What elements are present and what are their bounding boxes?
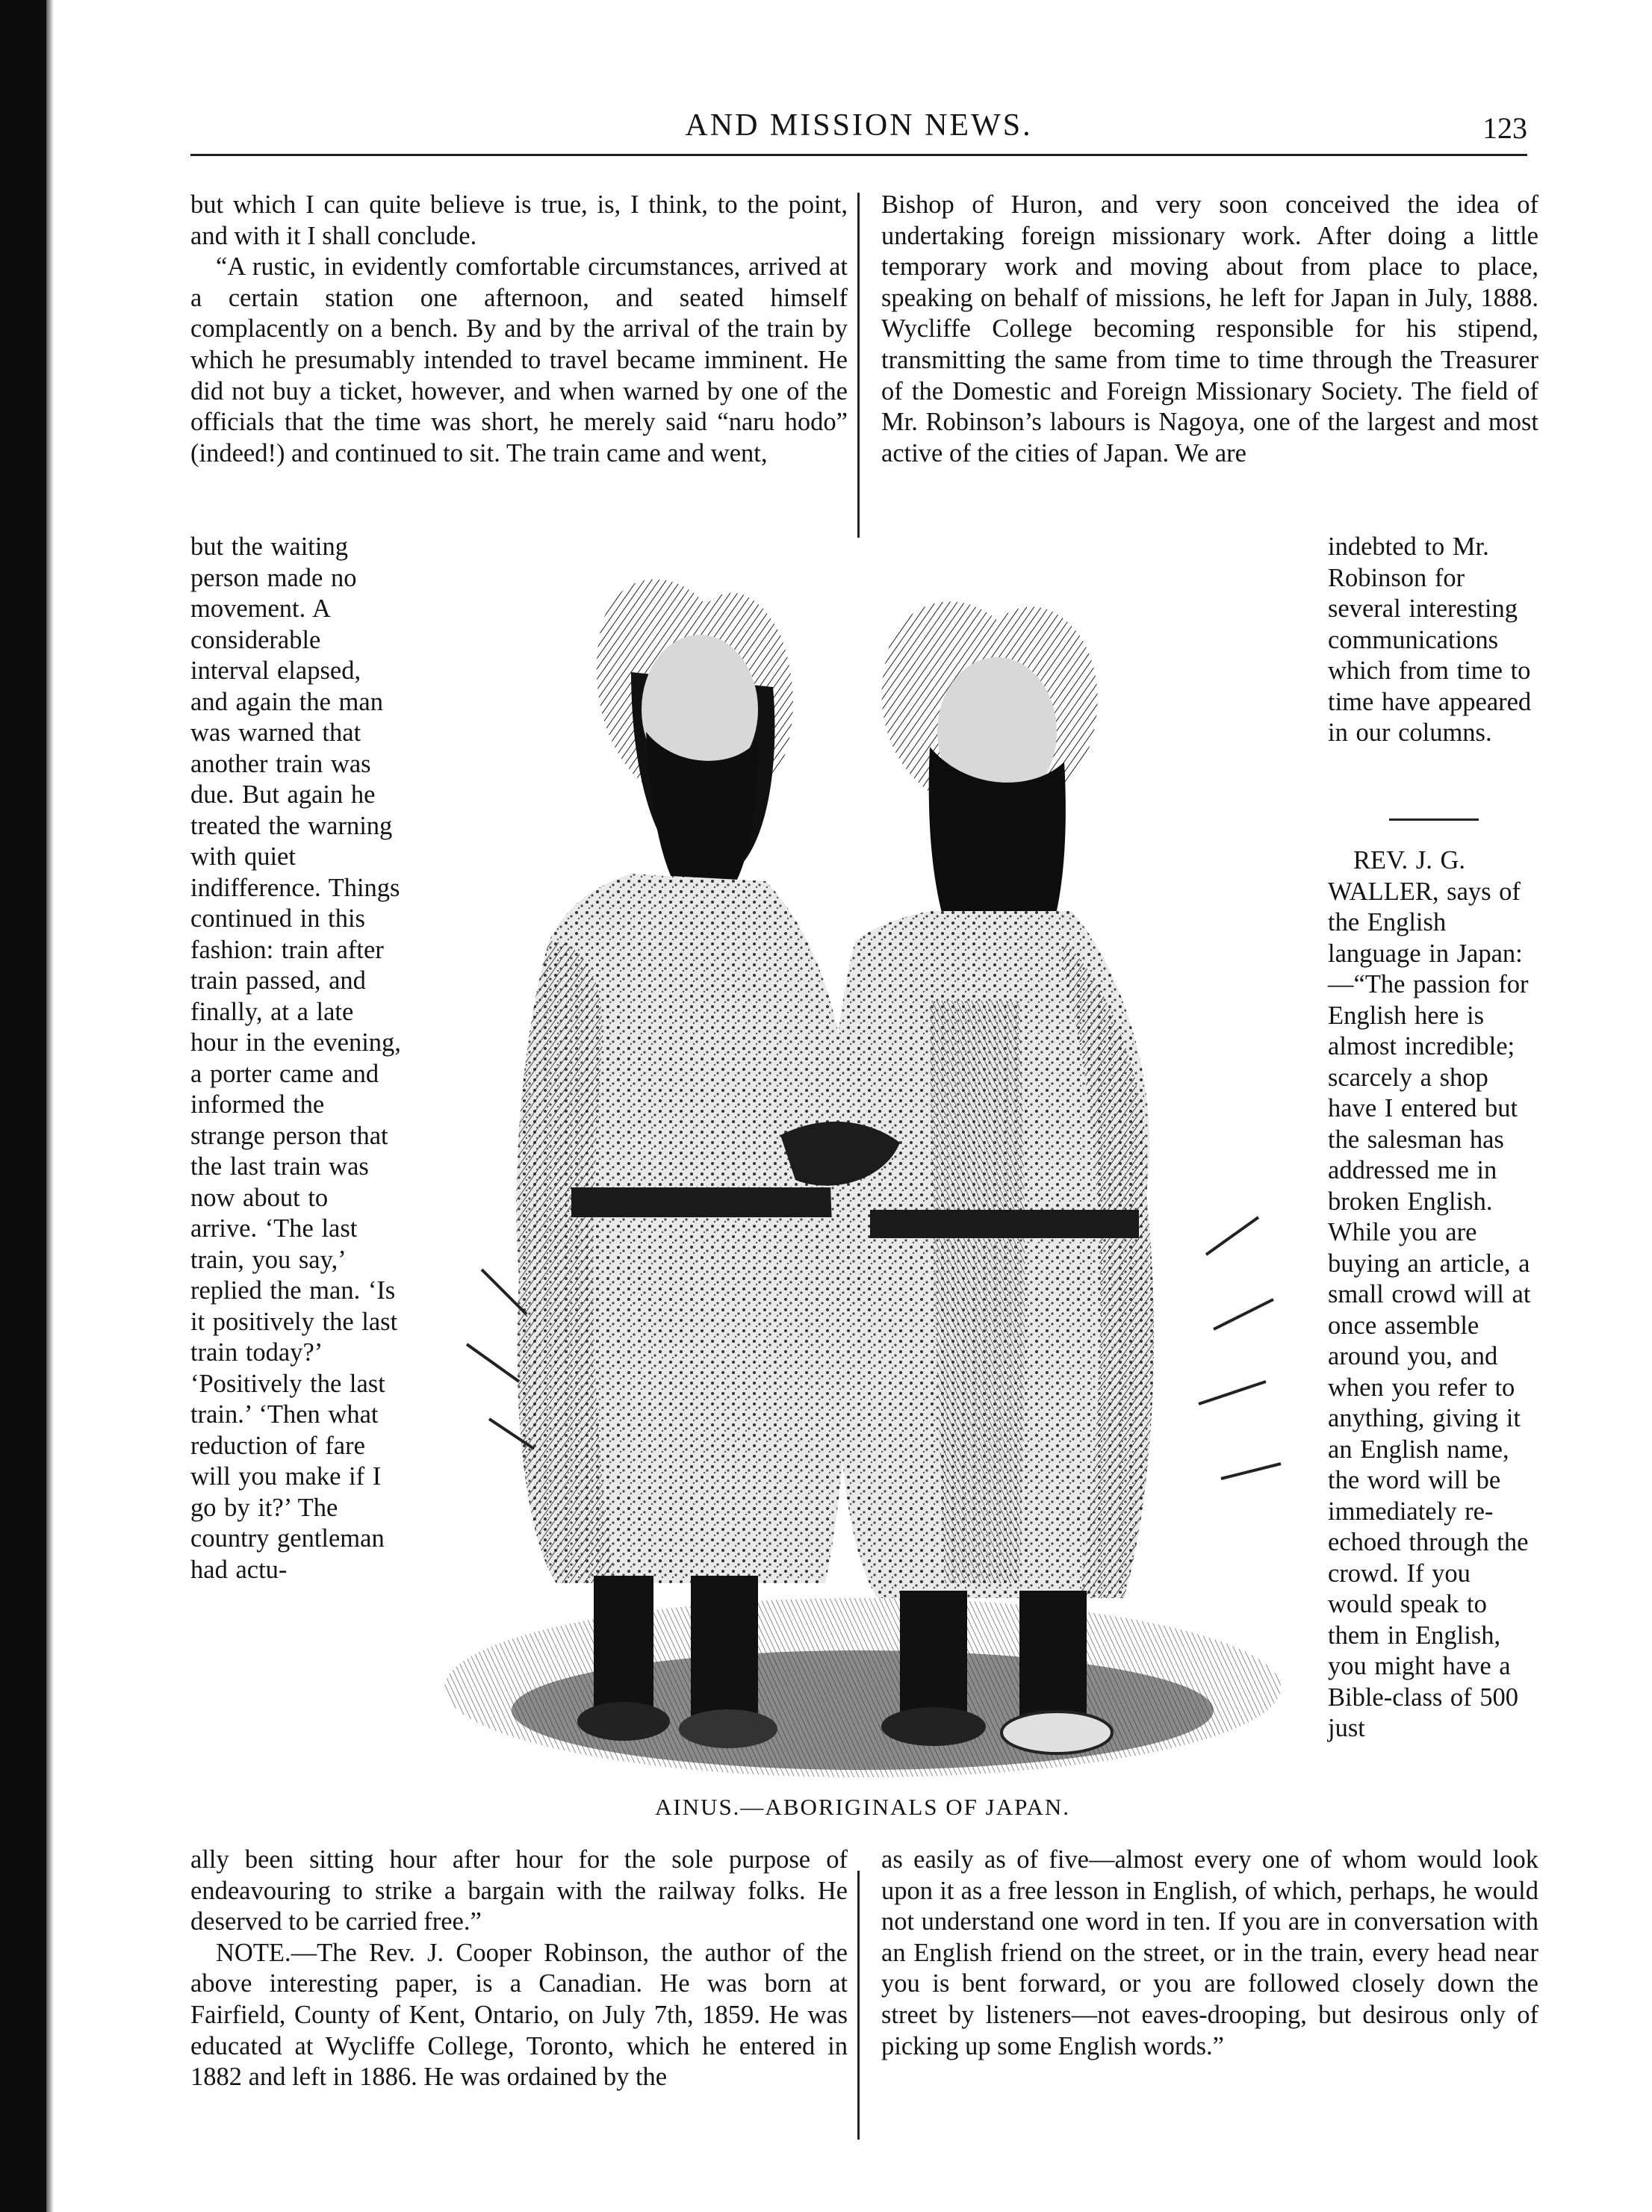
running-title: AND MISSION NEWS. bbox=[685, 108, 1033, 143]
paragraph: NOTE.—The Rev. J. Cooper Robinson, the author of the above interesting paper, is a Canadian. He was born at Fairfield, County of Kent, Ontario, on July 7th, 1859. He was educated at Wycliffe College, Toronto, which he entered in 1882 and left in 1886. He was ordained by the bbox=[190, 1938, 848, 2092]
left-column-narrow bbox=[190, 532, 401, 1585]
right-column-top bbox=[881, 190, 1538, 469]
paragraph: “A rustic, in evidently comfortable circumstances, arrived at a certain station one afternoon, and seated himself complacently on a bench. By and by the arrival of the train by which he presumably intended to travel became imminent. He did not buy a ticket, however, and when warned by one of the officials that the time was short, he merely said “naru hodo” (indeed!) and continued to sit. The train came and went, bbox=[190, 252, 848, 467]
column-rule-top bbox=[857, 193, 860, 538]
engraving-ainu-men bbox=[407, 523, 1318, 1792]
right-column-bottom bbox=[881, 1845, 1538, 2062]
paragraph: ally been sitting hour after hour for the sole purpose of endeavouring to strike a bargain with the railway folks. He deserved to be carried free.” bbox=[190, 1845, 848, 1936]
right-column-narrow-2 bbox=[1328, 845, 1538, 1745]
page-number: 123 bbox=[1482, 111, 1527, 145]
paragraph: REV. J. G. WALLER, says of the English language in Japan:—“The passion for English here is almost incredible; scarcely a shop have I entered but the salesman has addressed me in broken English. While you are buying an article, a small crowd will at once assemble around you, and when you refer to anything, giving it an English name, the word will be immediately re-echoed through the crowd. If you would speak to them in English, you might have a Bible-class of 500 just bbox=[1328, 846, 1531, 1742]
paragraph: but the waiting person made no movement. A considerable interval elapsed, and again the man was warned that another train was due. But again he treated the warning with quiet indifference. Things continued in this fashion: train after train passed, and finally, at a late hour in the evening, a porter came and informed the strange person that the last train was now about to arrive. ‘The last train, you say,’ replied the man. ‘Is it positively the last train today?’ ‘Positively the last train.’ ‘Then what reduction of fare will you make if I go by it?’ The country gentleman had actu- bbox=[190, 532, 401, 1584]
left-column-bottom bbox=[190, 1845, 848, 2093]
paragraph: but which I can quite believe is true, is, I think, to the point, and with it I shall conclude. bbox=[190, 190, 848, 250]
left-column-top bbox=[190, 190, 848, 469]
right-column-narrow-1 bbox=[1328, 532, 1538, 749]
column-rule-bottom bbox=[857, 1871, 860, 2140]
paragraph: indebted to Mr. Robinson for several interesting communications which from time to time have appeared in our columns. bbox=[1328, 532, 1532, 747]
illustration-caption: AINUS.—ABORIGINALS OF JAPAN. bbox=[654, 1794, 1071, 1820]
binding-edge bbox=[0, 0, 46, 2212]
running-head bbox=[190, 105, 1527, 156]
paragraph: Bishop of Huron, and very soon conceived the idea of undertaking foreign missionary work. After doing a little temporary work and moving about from place to place, speaking on behalf of missions, he left for Japan in July, 1888. Wycliffe College becoming responsible for his stipend, transmitting the same from time to time through the Treasurer of the Domestic and Foreign Missionary Society. The field of Mr. Robinson’s labours is Nagoya, one of the largest and most active of the cities of Japan. We are bbox=[881, 190, 1538, 467]
paragraph: as easily as of five—almost every one of whom would look upon it as a free lesson in English, of which, perhaps, he would not understand one word in ten. If you are in conversation with an English friend on the street, or in the train, every head near you is bent forward, or you are followed closely down the street by listeners—not eaves-drooping, but desirous only of picking up some English words.” bbox=[881, 1845, 1538, 2060]
binding-shadow bbox=[46, 0, 54, 2212]
section-divider bbox=[1389, 818, 1479, 821]
